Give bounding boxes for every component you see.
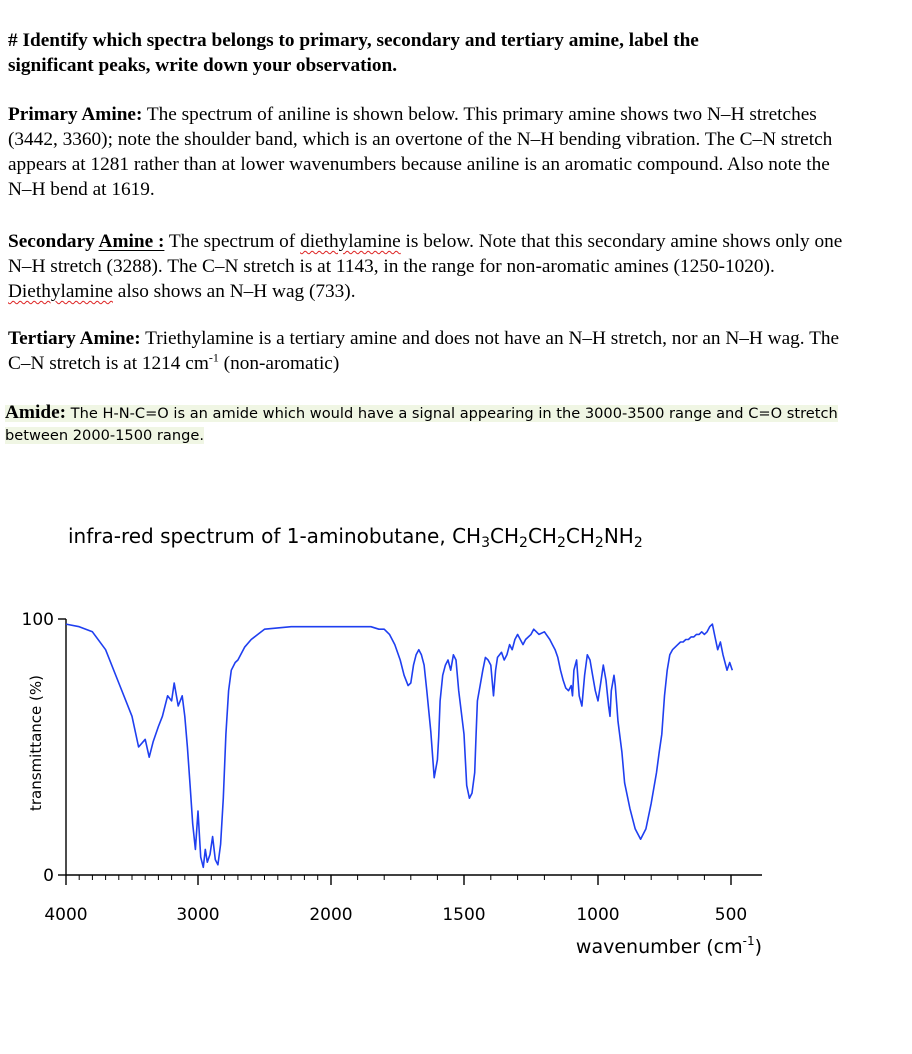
formula-text: CH [565, 524, 595, 548]
y-tick-label: 100 [21, 610, 54, 630]
chart-ticks [22, 610, 748, 925]
formula-subscript: 3 [481, 535, 490, 551]
secondary-amine-label: Secondary Amine : [8, 231, 165, 252]
secondary-amine-paragraph: Secondary Amine : The spectrum of diethylamine is below. Note that this secondary amine shows only one N–H stretch (3288). The C–N stretch is at 1143, in the range for non-aromatic amines (1250-1020). Diethylamine also shows an N–H wag (733). [8, 231, 843, 302]
x-tick-label: 1000 [576, 905, 620, 925]
question-heading [8, 28, 858, 78]
formula-text: CH [452, 524, 482, 548]
x-tick-label: 4000 [44, 905, 88, 925]
superscript: -1 [208, 350, 219, 365]
primary-amine-label: Primary Amine: [8, 104, 143, 125]
formula-text: CH [527, 524, 557, 548]
chart-title-text: infra-red spectrum of 1-aminobutane, [68, 524, 453, 548]
x-axis-label-text: wavenumber (cm [575, 936, 743, 958]
tertiary-amine-label: Tertiary Amine: [8, 328, 141, 349]
formula-text: CH [490, 524, 520, 548]
x-tick-label: 2000 [309, 905, 353, 925]
formula-subscript: 2 [633, 535, 643, 551]
tertiary-amine-paragraph: Tertiary Amine: Triethylamine is a tertiary amine and does not have an N–H stretch, nor an N–H wag. The C–N stretch is at 1214 $cm^{-1}$ (non-aromatic) [8, 328, 840, 374]
x-axis-label-sup: -1 [742, 934, 755, 948]
spellcheck-word: diethylamine [300, 231, 401, 252]
heading-line-1: # Identify which spectra belongs to primary, secondary and tertiary amine, label the [8, 30, 699, 51]
amide-label: Amide: [5, 402, 67, 423]
formula-subscript: 2 [556, 535, 566, 551]
y-tick-label: 0 [43, 866, 54, 886]
chart-title [68, 524, 643, 551]
spellcheck-word: Diethylamine [8, 281, 113, 302]
amine-underlined-label: Amine : [98, 231, 165, 252]
x-tick-label: 1500 [442, 905, 486, 925]
primary-amine-paragraph [8, 102, 858, 202]
heading-line-2: significant peaks, write down your observation. [8, 55, 398, 76]
primary-amine-text: The spectrum of aniline is shown below. This primary amine shows two N–H stretches (3442, 3360); note the shoulder band, which is an overtone of the N–H bending vibration. The C–N stretch appears at 1281 rather than at lower wavenumbers because aniline is an aromatic compound. Also note the N–H bend at 1619. [8, 104, 833, 200]
x-axis-label [576, 934, 762, 958]
x-tick-label: 500 [714, 905, 748, 925]
spectrum-line [66, 624, 732, 867]
tertiary-amine-text: Triethylamine is a tertiary amine and does not have an N–H stretch, nor an N–H wag. The C–N stretch is at 1214 cm [8, 328, 840, 374]
chart-axes [66, 619, 762, 875]
formula-text: NH [603, 524, 634, 548]
formula-subscript: 2 [594, 535, 604, 551]
y-axis-label: transmittance (%) [27, 674, 45, 812]
ir-spectrum-chart [0, 505, 912, 985]
amide-paragraph [5, 402, 847, 447]
amide-text: The H-N-C=O is an amide which would have a signal appearing in the 3000-3500 range and C=O stretch between 2000-1500 range. [5, 405, 838, 444]
formula-subscript: 2 [519, 535, 528, 551]
x-axis-label-close: ) [754, 936, 762, 958]
x-tick-label: 3000 [176, 905, 220, 925]
